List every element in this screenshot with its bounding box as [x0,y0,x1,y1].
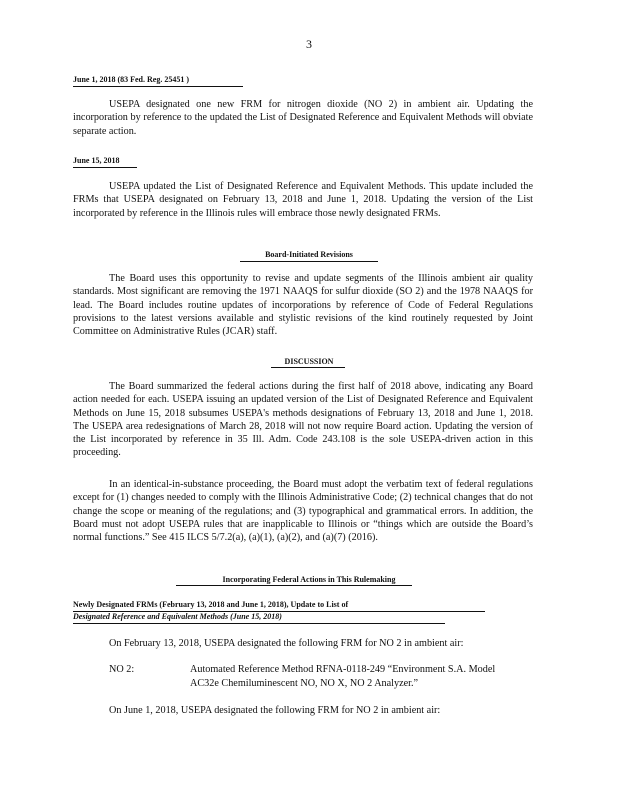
item-text-line-1: Automated Reference Method RFNA-0118-249 “Environment S.A. Model [190,664,496,675]
paragraph-june-1 [73,98,533,138]
heading-incorporating [0,575,618,584]
heading-text: Board-Initiated Revisions [265,250,353,259]
paragraph-june-15 [73,180,533,220]
paragraph-text: In an identical-in-substance proceeding, the Board must adopt the verbatim text of federal regulations except for (1) changes needed to comply with the Illinois Administrative Code; (2) technical changes that do not change the scope or meaning of the regulations; and (3) typographical and grammatical errors. In addition, the Board must not adopt USEPA rules that are inapplicable to Illinois or “things which are outside the Board’s normal functions.” See 415 ILCS 5/7.2(a), (a)(1), (a)(2), and (a)(7) (2016). [73,479,533,544]
statement-june: On June 1, 2018, USEPA designated the following FRM for NO 2 in ambient air: [109,705,441,716]
item-label: NO 2: [109,664,135,675]
paragraph-discussion-1 [73,380,533,460]
heading-underline [176,585,412,586]
heading-underline [73,623,445,624]
paragraph-text: The Board summarized the federal actions during the first half of 2018 above, indicating any Board action needed for each. USEPA issuing an updated version of the List of Designated Reference and Equivalent Methods on June 15, 2018 subsumes USEPA's methods designations of February 13, 2018 and June 1, 2018. The USEPA area redesignations of March 28, 2018 will not now require Board action. Updating the version of the List incorporated by reference in 35 Ill. Adm. Code 243.108 is the sole USEPA-driven action in this proceeding. [73,381,533,459]
heading-board-initiated [0,250,618,259]
paragraph-board-revisions [73,272,533,338]
paragraph-text: The Board uses this opportunity to revise and update segments of the Illinois ambient air quality standards. Most significant are removing the 1971 NAAQS for sulfur dioxide (SO 2) and the 1978 NAAQS for lead. The Board includes routine updates of incorporations by reference of Code of Federal Regulations provisions to the latest versions available and stylistic revisions of the kind routinely requested by Joint Committee on Administrative Rules (JCAR) staff. [73,273,533,338]
paragraph-text: USEPA designated one new FRM for nitrogen dioxide (NO 2) in ambient air. Updating the incorporation by reference to the updated the List of Designated Reference and Equivalent Methods will obviate separate action. [73,99,533,137]
heading-underline [73,86,243,87]
item-text-line-2: AC32e Chemiluminescent NO, NO X, NO 2 Analyzer.” [190,678,419,689]
subheading-line-1: Newly Designated FRMs (February 13, 2018 and June 1, 2018), Update to List of [73,600,349,609]
heading-underline [271,367,345,368]
heading-underline [240,261,378,262]
heading-discussion [0,357,618,366]
heading-underline [73,167,137,168]
heading-text: DISCUSSION [284,357,334,366]
heading-text: Incorporating Federal Actions in This Rulemaking [222,575,396,584]
heading-june-1: June 1, 2018 (83 Fed. Reg. 25451 ) [73,75,189,84]
paragraph-discussion-2 [73,478,533,544]
paragraph-text: USEPA updated the List of Designated Reference and Equivalent Methods. This update included the FRMs that USEPA designated on February 13, 2018 and June 1, 2018. Updating the version of the List incorporated by reference in the Illinois rules will embrace those newly designated FRMs. [73,181,533,219]
statement-february: On February 13, 2018, USEPA designated the following FRM for NO 2 in ambient air: [109,638,464,649]
heading-june-15: June 15, 2018 [73,156,120,165]
subheading-line-2: Designated Reference and Equivalent Methods (June 15, 2018) [73,612,282,621]
page-number: 3 [306,37,312,51]
